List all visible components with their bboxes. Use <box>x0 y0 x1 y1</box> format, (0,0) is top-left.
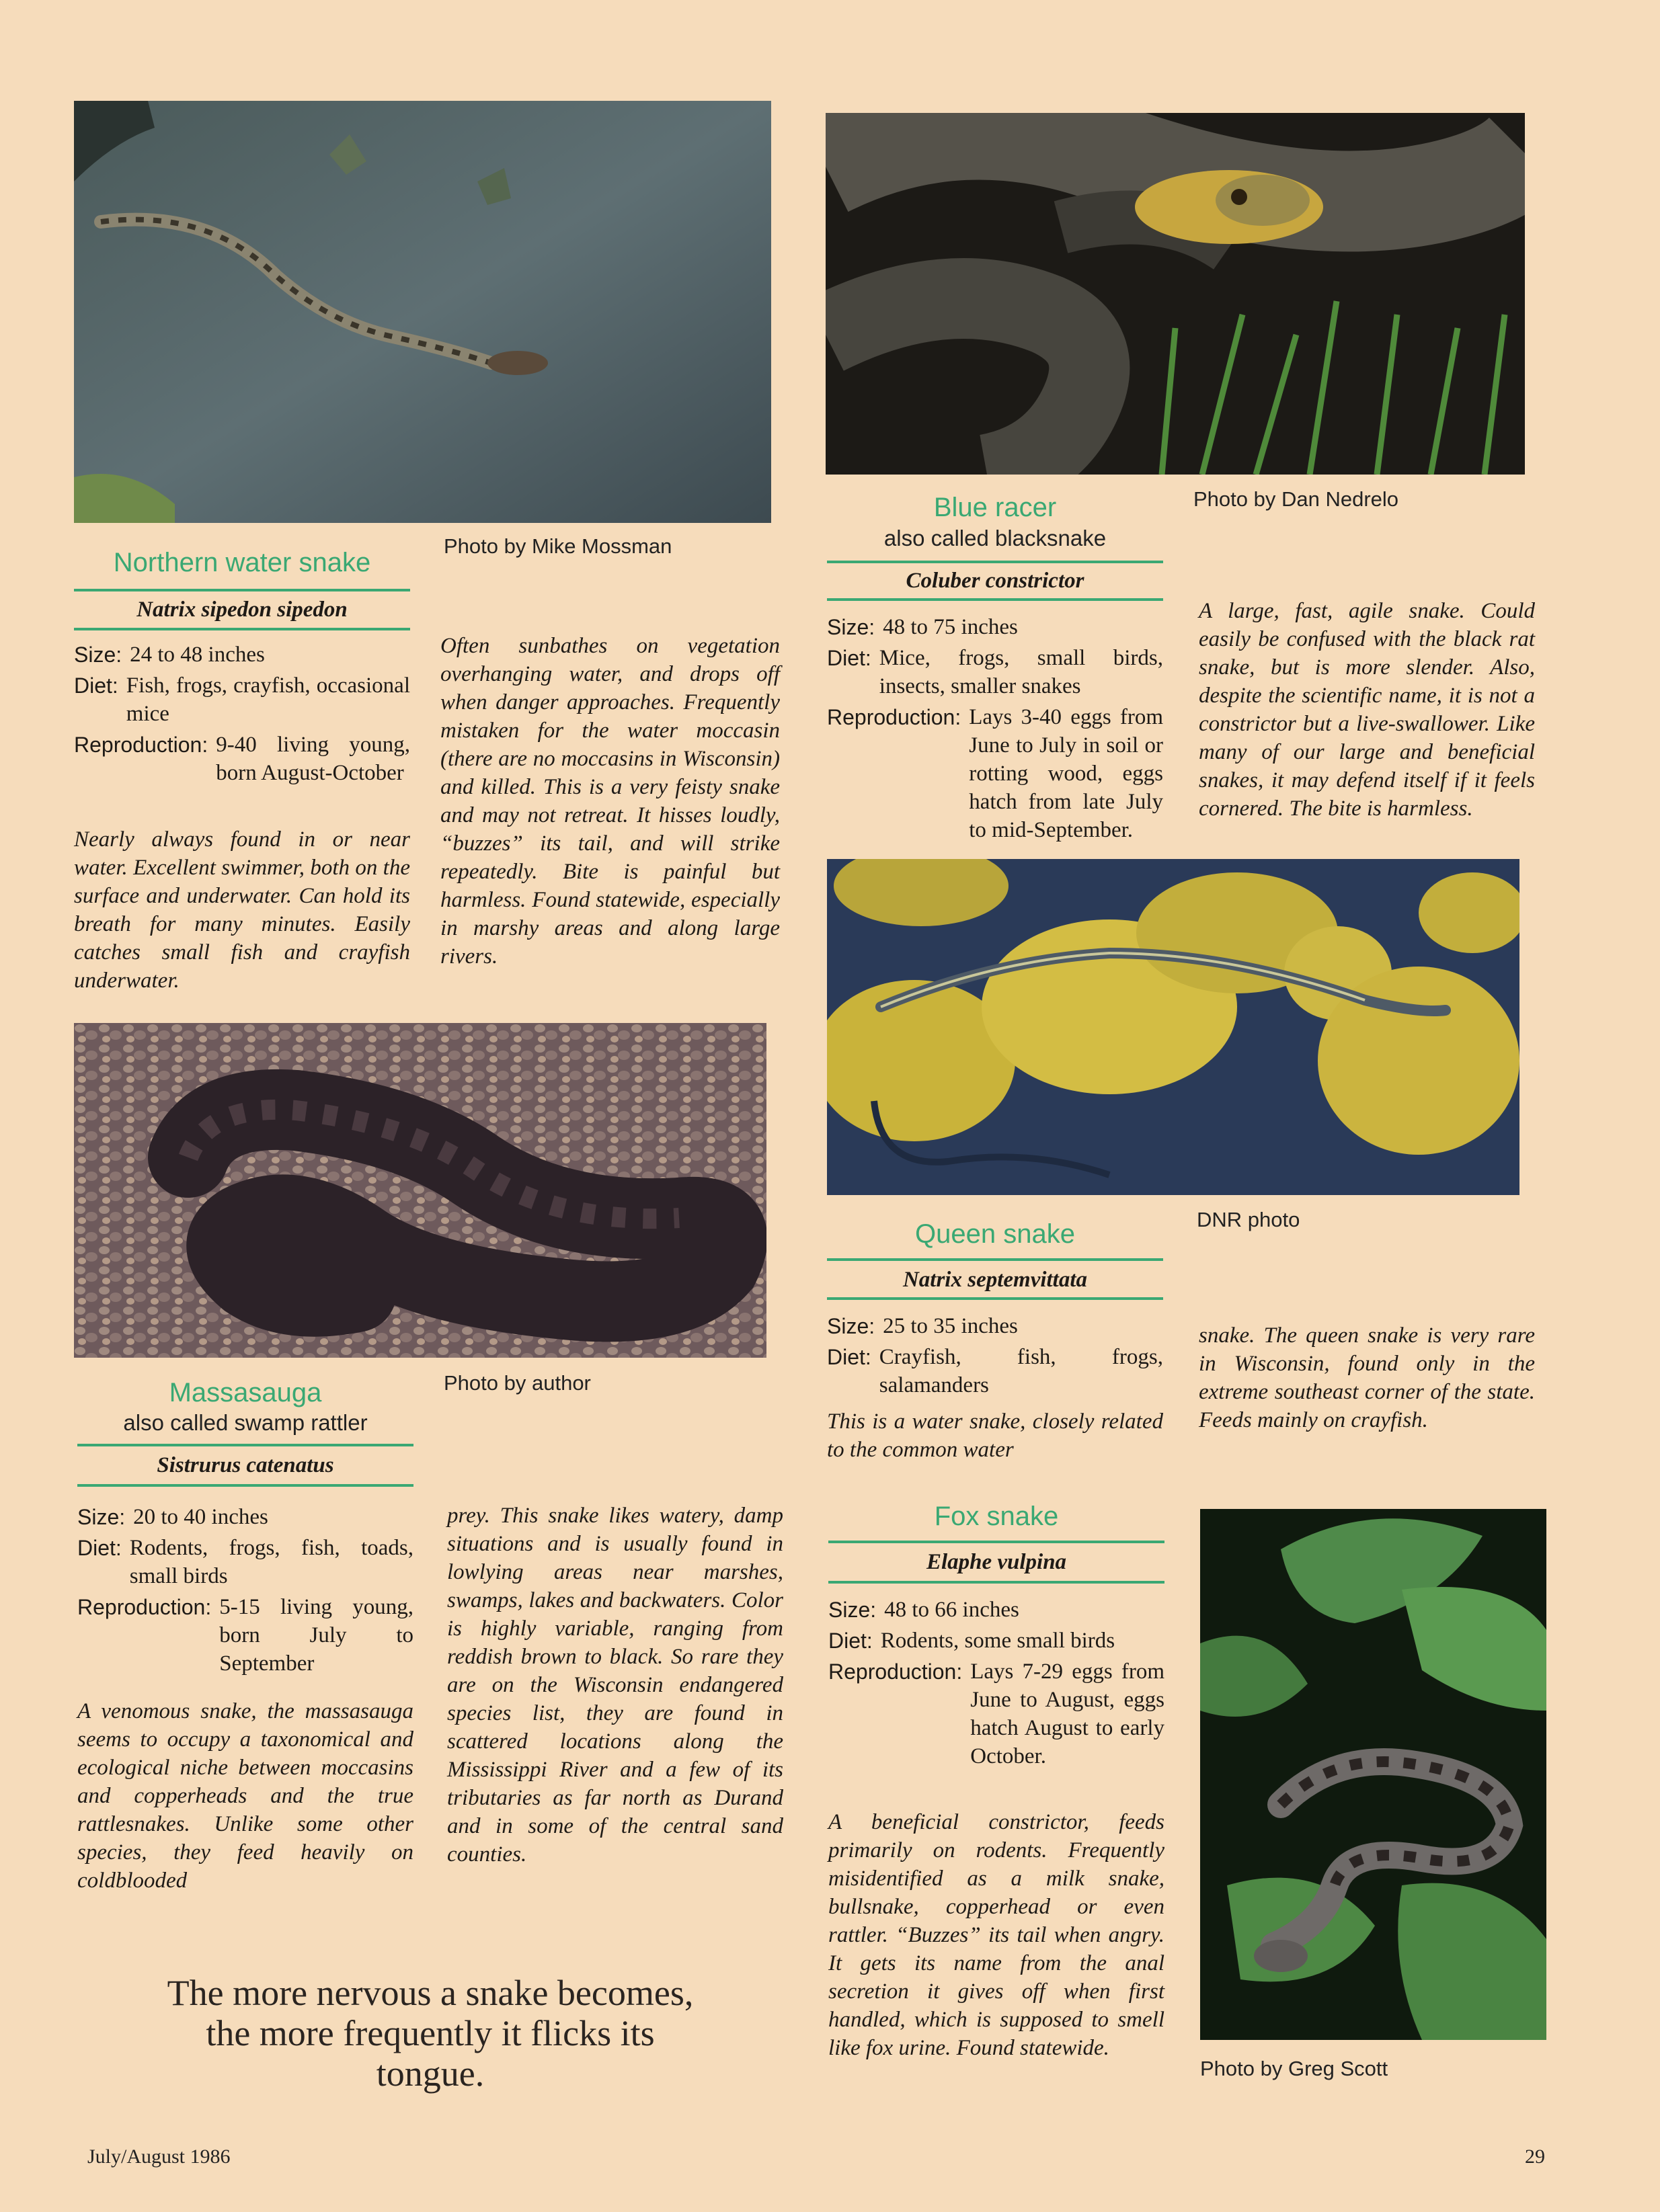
diet-label: Diet: <box>828 1629 873 1653</box>
divider <box>827 598 1163 601</box>
reproduction-row <box>77 1593 413 1678</box>
size-label: Size: <box>77 1505 126 1529</box>
diet-label: Diet: <box>74 673 118 698</box>
massasauga-credit: Photo by author <box>444 1371 591 1395</box>
size-row <box>74 641 410 669</box>
queen-snake-credit: DNR photo <box>1197 1208 1300 1231</box>
fox-snake-facts <box>828 1596 1164 1773</box>
massasauga-description: A venomous snake, the massasauga seems to occupy a taxonomical and ecological niche between moccasins and copperheads and the true rattlesnakes. Unlike some other species, they feed heavily on coldblooded <box>77 1699 413 1893</box>
reproduction-row <box>828 1657 1164 1770</box>
northern-water-snake-description-continued: Often sunbathes on vegetation overhanging water, and drops off when danger approaches. Frequently mistaken for the water moccasin (there are no moccasins in Wisconsin) and killed. This is a very feisty snake and may not retreat. It hisses loudly, “buzzes” its tail, and will strike repeatedly. Bite is painful but harmless. Found statewide, especially in marshy areas and along large rivers. <box>440 634 780 969</box>
divider <box>827 1258 1163 1261</box>
queen-snake-scientific: Natrix septemvittata <box>902 1268 1088 1292</box>
diet-row <box>77 1534 413 1590</box>
queen-snake-photo <box>827 859 1519 1195</box>
fox-snake-description: A beneficial constrictor, feeds primarily on rodents. Frequently misidentified as a milk snake, bullsnake, copperhead or even rattler. “Buzzes” its tail when angry. It gets its name from the anal secretion it gives off when first handled, which is supposed to smell like fox urine. Found statewide. <box>828 1810 1164 2060</box>
size-value: 24 to 48 inches <box>130 643 265 667</box>
size-label: Size: <box>827 615 875 639</box>
northern-water-snake-description: Nearly always found in or near water. Excellent swimmer, both on the surface and underwater. Can hold its breath for many minutes. Easily catches small fish and crayfish underwater. <box>74 827 410 993</box>
massasauga-name: Massasauga <box>169 1378 322 1407</box>
size-label: Size: <box>74 643 122 667</box>
divider <box>77 1444 413 1446</box>
blue-racer-description: A large, fast, agile snake. Could easily be confused with the black rat snake, but is more slender. Also, despite the scientific name, it is not a constrictor but a live-swallower. Like many of our large and beneficial snakes, it may defend itself if it feels cornered. The bite is harmless. <box>1199 599 1535 821</box>
reproduction-label: Reproduction: <box>77 1595 212 1619</box>
blue-racer-credit: Photo by Dan Nedrelo <box>1193 487 1399 511</box>
divider <box>828 1541 1164 1543</box>
queen-snake-description-continued: snake. The queen snake is very rare in Wisconsin, found only in the extreme southeast corner of the state. Feeds mainly on crayfish. <box>1199 1323 1535 1432</box>
blue-racer-scientific: Coluber constrictor <box>906 569 1084 593</box>
reproduction-value: 5-15 living young, born July to September <box>219 1595 413 1676</box>
reproduction-value: Lays 3-40 eggs from June to July in soil or rotting wood, eggs hatch from late July to mid-September. <box>969 705 1163 842</box>
size-label: Size: <box>827 1314 875 1338</box>
fox-snake-name: Fox snake <box>934 1502 1059 1531</box>
diet-value: Crayfish, fish, frogs, salamanders <box>879 1345 1163 1397</box>
size-row <box>77 1503 413 1531</box>
queen-snake-facts <box>827 1312 1163 1402</box>
queen-snake-description: This is a water snake, closely related to the common water <box>827 1409 1163 1462</box>
diet-value: Rodents, some small birds <box>880 1629 1115 1653</box>
size-value: 20 to 40 inches <box>133 1505 268 1529</box>
reproduction-label: Reproduction: <box>828 1660 963 1684</box>
blue-racer-name: Blue racer <box>933 493 1057 522</box>
divider <box>827 561 1163 563</box>
reproduction-label: Reproduction: <box>827 705 961 729</box>
diet-label: Diet: <box>827 646 871 670</box>
massasauga-aka: also called swamp rattler <box>123 1410 368 1435</box>
queen-snake-name: Queen snake <box>915 1219 1075 1249</box>
size-label: Size: <box>828 1598 877 1622</box>
massasauga-photo <box>74 1023 766 1358</box>
blue-racer-facts <box>827 613 1163 847</box>
diet-label: Diet: <box>77 1536 122 1560</box>
diet-value: Fish, frogs, crayfish, occasional mice <box>126 673 410 726</box>
size-value: 48 to 66 inches <box>884 1598 1019 1622</box>
divider <box>74 628 410 630</box>
northern-water-snake-photo <box>74 101 771 523</box>
diet-row <box>827 1343 1163 1399</box>
diet-row <box>828 1627 1164 1655</box>
divider <box>77 1484 413 1487</box>
divider <box>74 589 410 591</box>
size-row <box>827 1312 1163 1340</box>
diet-value: Mice, frogs, small birds, insects, smaller snakes <box>879 646 1163 698</box>
issue-date: July/August 1986 <box>87 2145 231 2168</box>
massasauga-facts <box>77 1503 413 1680</box>
fox-snake-scientific: Elaphe vulpina <box>926 1550 1067 1574</box>
massasauga-description-continued: prey. This snake likes watery, damp situations and is usually found in lowlying areas near marshes, swamps, lakes and backwaters. Color is highly variable, ranging from reddish brown to black. So rare they are on the Wisconsin endangered species list, they are found in scattered locations along the Mississippi River and a few of its tributaries as far north as Durand and in some of the central sand counties. <box>447 1504 783 1867</box>
size-value: 48 to 75 inches <box>883 615 1018 639</box>
massasauga-scientific: Sistrurus catenatus <box>157 1453 334 1477</box>
northern-water-snake-facts <box>74 641 410 790</box>
divider <box>827 1297 1163 1300</box>
size-row <box>828 1596 1164 1624</box>
divider <box>828 1581 1164 1584</box>
page-number: 29 <box>1525 2145 1545 2168</box>
size-value: 25 to 35 inches <box>883 1314 1018 1338</box>
northern-water-snake-scientific: Natrix sipedon sipedon <box>136 598 348 622</box>
diet-row <box>74 671 410 728</box>
northern-water-snake-name: Northern water snake <box>113 548 371 577</box>
diet-row <box>827 644 1163 700</box>
reproduction-value: Lays 7-29 eggs from June to August, eggs hatch August to early October. <box>970 1660 1164 1768</box>
diet-value: Rodents, frogs, fish, toads, small birds <box>129 1536 413 1588</box>
blue-racer-aka: also called blacksnake <box>883 526 1107 550</box>
reproduction-row <box>827 703 1163 844</box>
reproduction-value: 9-40 living young, born August-October <box>216 733 410 785</box>
blue-racer-photo <box>826 113 1525 475</box>
fox-snake-photo <box>1200 1509 1546 2040</box>
fox-snake-credit: Photo by Greg Scott <box>1200 2057 1388 2080</box>
reproduction-row <box>74 731 410 787</box>
pull-quote: The more nervous a snake becomes, the more frequently it flicks its tongue. <box>167 1973 694 2094</box>
reproduction-label: Reproduction: <box>74 733 208 757</box>
northern-water-snake-credit: Photo by Mike Mossman <box>444 534 672 558</box>
diet-label: Diet: <box>827 1345 871 1369</box>
size-row <box>827 613 1163 641</box>
